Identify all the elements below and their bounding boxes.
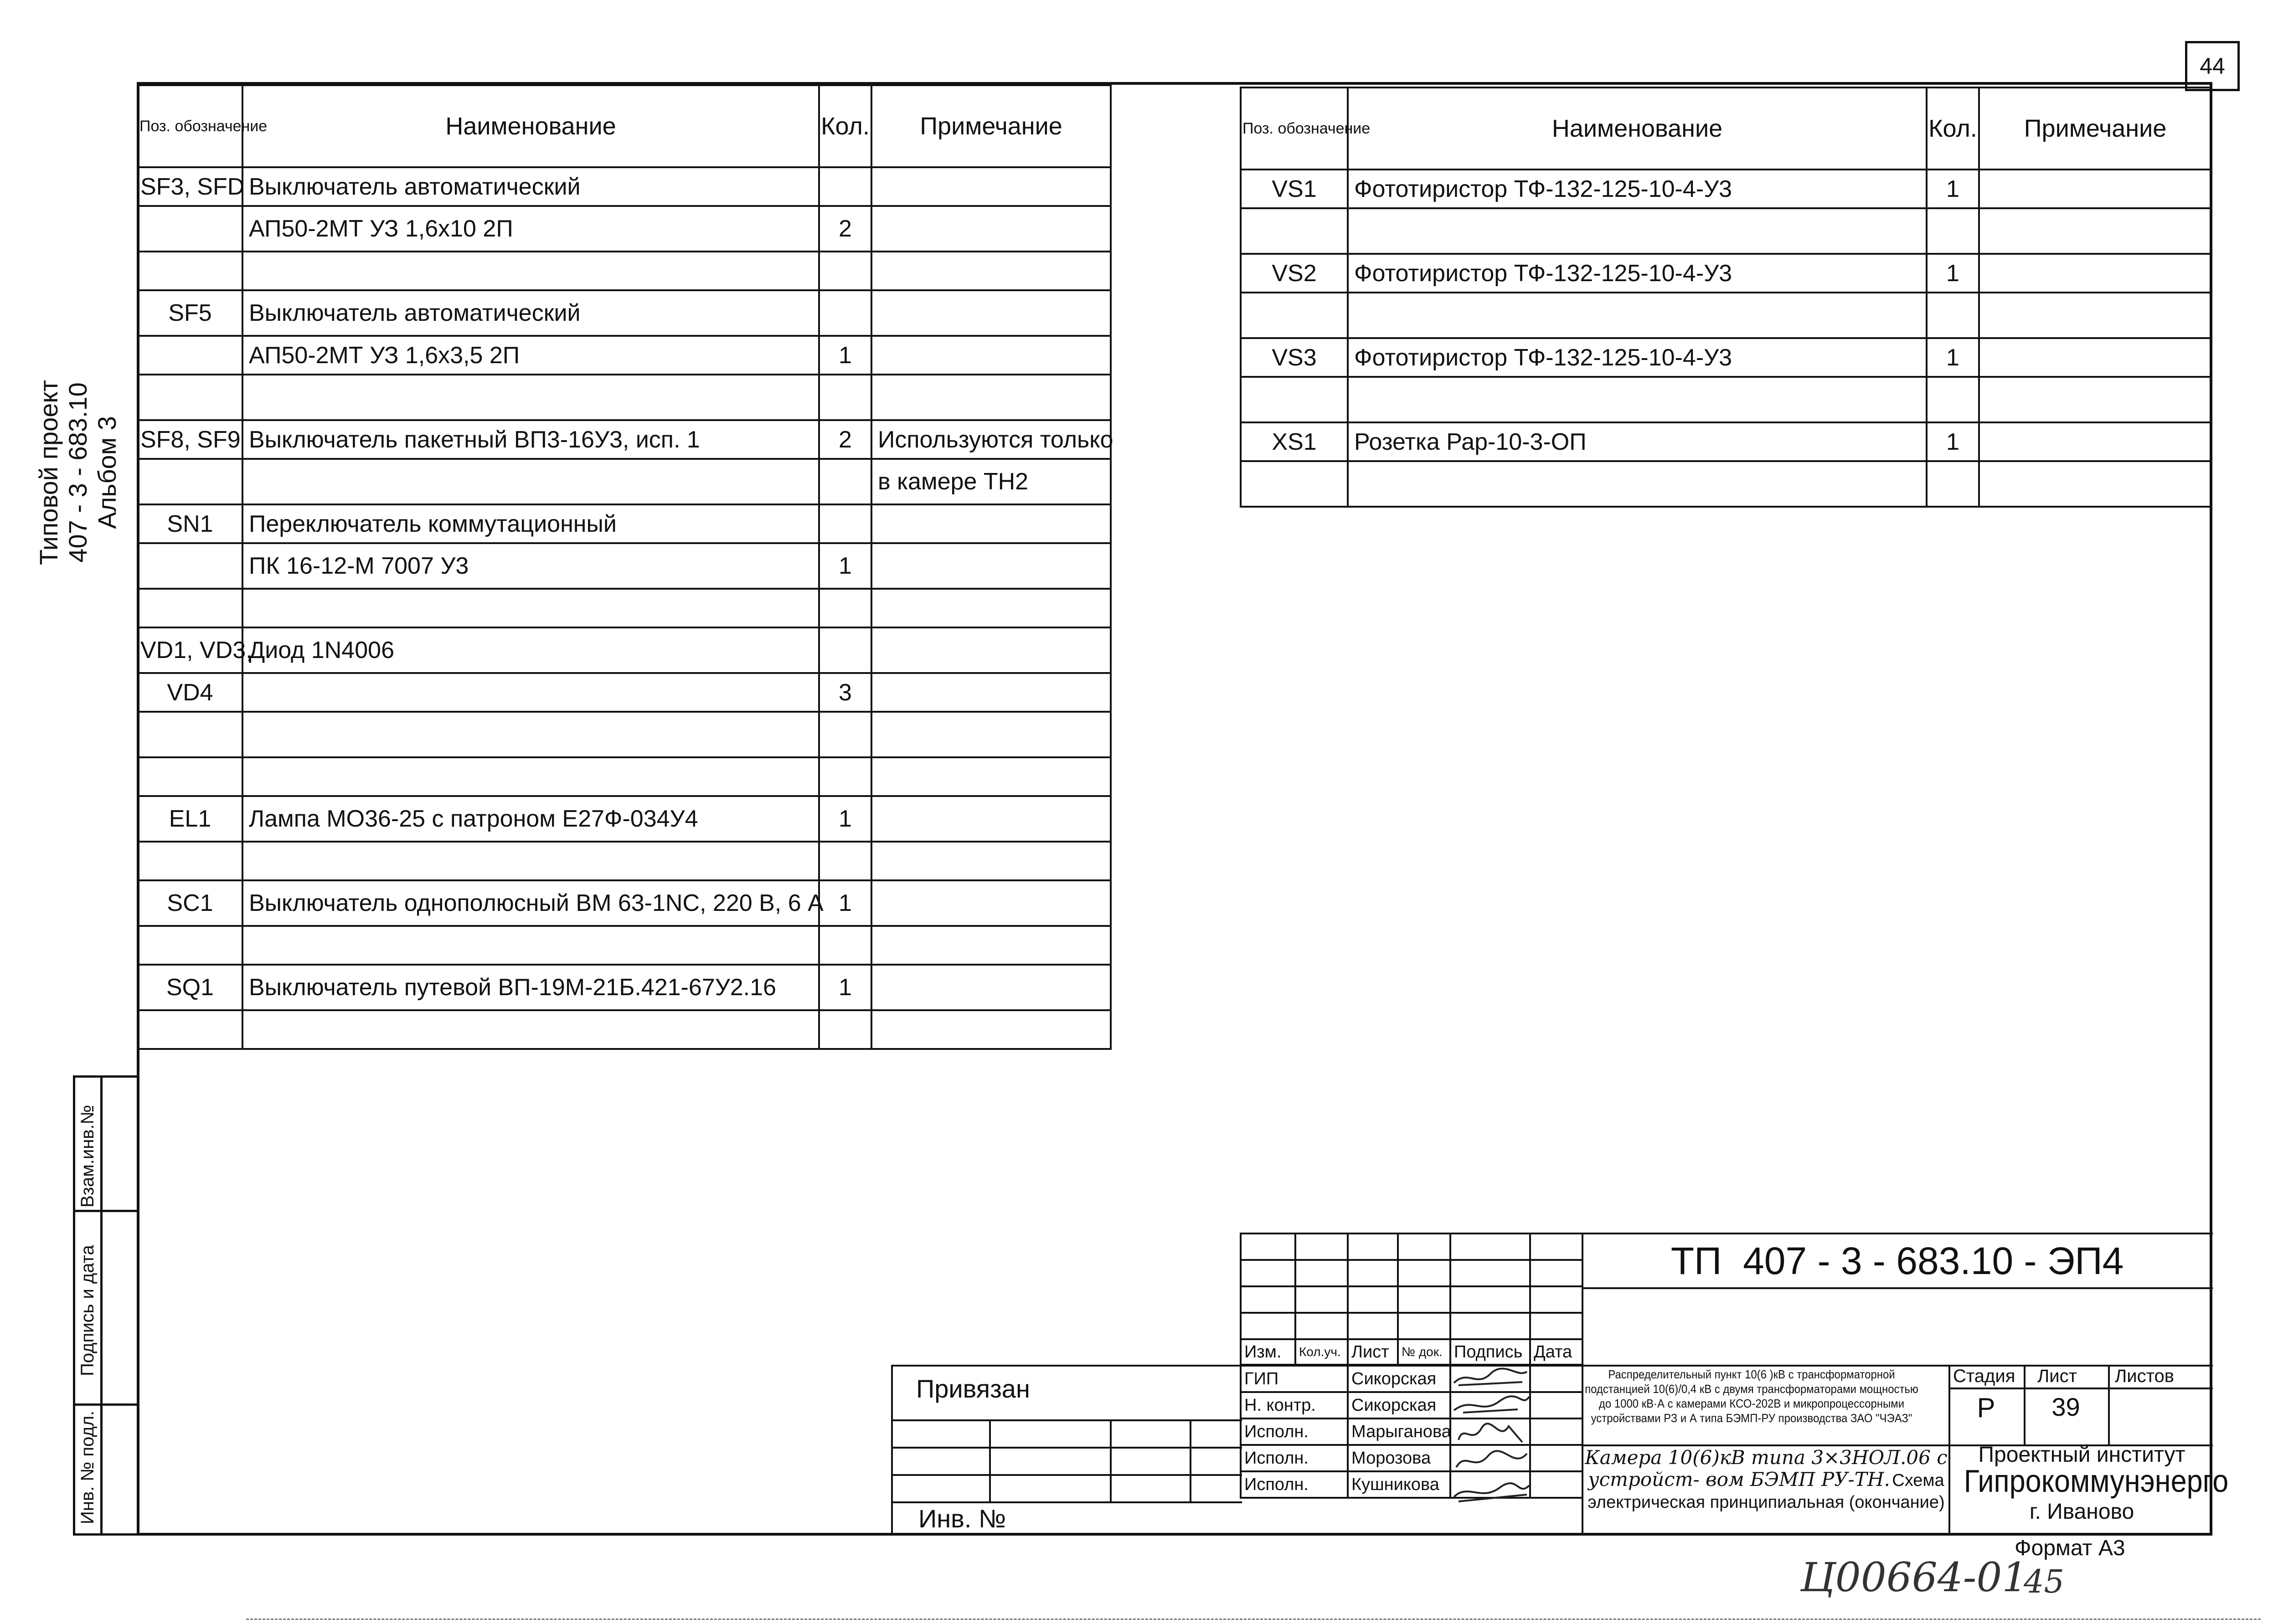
left-row [138,375,1111,420]
role-date [1530,1418,1582,1445]
right-cell-note [1979,170,2211,208]
left-cell-note [871,627,1111,673]
org-line1: Проектный институт [1978,1443,2185,1467]
side-title-line1: Типовой проект [34,380,63,565]
left-row [138,290,1111,336]
left-cell-qty: 2 [819,206,871,252]
right-cell-name: Фототиристор ТФ-132-125-10-4-У3 [1348,338,1927,377]
roles-table [1240,1365,1583,1499]
left-cell-note [871,375,1111,420]
right-cell-qty: 1 [1927,254,1979,293]
right-header-pos: Поз. обозначение [1241,87,1348,170]
right-cell-note [1979,461,2211,507]
sheet-label: Лист [2037,1366,2077,1386]
left-cell-note [871,965,1111,1010]
role-label: Исполн. [1241,1471,1348,1498]
right-row [1241,170,2211,208]
left-cell-name: Лампа МО36-25 с патроном Е27Ф-034У4 [242,796,819,842]
left-cell-qty [819,504,871,543]
right-row [1241,461,2211,507]
left-cell-note [871,673,1111,712]
role-date [1530,1366,1582,1392]
left-row [138,336,1111,375]
left-cell-name [242,757,819,796]
left-cell-note [871,757,1111,796]
right-cell-name [1348,293,1927,338]
sheets-label: Листов [2115,1366,2174,1386]
left-cell-pos [138,842,242,880]
left-row [138,627,1111,673]
left-cell-name: Выключатель автоматический [242,290,819,336]
left-cell-pos: SC1 [138,880,242,926]
left-row [138,965,1111,1010]
role-person: Сикорская [1348,1392,1450,1418]
right-header-note: Примечание [1979,87,2211,170]
side-title-line3: Альбом 3 [93,416,121,529]
left-cell-name: АП50-2МТ УЗ 1,6х3,5 2П [242,336,819,375]
left-cell-pos: SF3, SFD [138,167,242,206]
side-label-inv: Инв. № подл. [77,1410,98,1524]
left-cell-name [242,1010,819,1049]
left-row [138,252,1111,290]
drawing-title-hand: Камера 10(6)кВ типа 3×3НОЛ.06 с устройст- вом БЭМП РУ-ТН. [1585,1446,1948,1490]
left-cell-pos: VD4 [138,673,242,712]
left-cell-qty [819,842,871,880]
left-row [138,543,1111,589]
left-cell-note [871,1010,1111,1049]
right-cell-qty: 1 [1927,338,1979,377]
left-header-qty: Кол. [819,85,871,167]
side-title [34,380,122,565]
role-label: Исполн. [1241,1418,1348,1445]
role-label: ГИП [1241,1366,1348,1392]
right-cell-name [1348,461,1927,507]
right-cell-name: Фототиристор ТФ-132-125-10-4-У3 [1348,254,1927,293]
left-cell-pos [138,926,242,965]
sheet-corner-number: 44 [2185,41,2240,91]
role-person: Сикорская [1348,1366,1450,1392]
left-row [138,673,1111,712]
left-row [138,1010,1111,1049]
left-cell-qty [819,757,871,796]
right-cell-note [1979,254,2211,293]
left-cell-qty [819,627,871,673]
left-cell-pos: SF8, SF9 [138,420,242,459]
left-cell-pos: SQ1 [138,965,242,1010]
right-row [1241,208,2211,254]
right-cell-note [1979,422,2211,461]
left-cell-pos [138,543,242,589]
left-cell-note [871,796,1111,842]
left-row [138,504,1111,543]
revision-grid [1240,1233,1583,1366]
right-cell-name [1348,377,1927,422]
left-row [138,880,1111,926]
col-koluch: Кол.уч. [1295,1339,1348,1365]
left-header-note: Примечание [871,85,1111,167]
col-ndok: № док. [1398,1339,1450,1365]
left-cell-note [871,543,1111,589]
left-cell-name [242,712,819,757]
right-cell-note [1979,377,2211,422]
inv-label: Инв. № [918,1504,1006,1533]
left-cell-note [871,167,1111,206]
left-cell-pos: VD1, VD3, [138,627,242,673]
privyazan-row-line4 [891,1501,1242,1503]
right-cell-pos: VS2 [1241,254,1348,293]
side-label-vzam: Взам.инв.№ [77,1105,98,1208]
left-cell-note [871,880,1111,926]
left-cell-pos [138,589,242,627]
role-date [1530,1445,1582,1471]
left-cell-pos [138,252,242,290]
left-cell-name: Выключатель автоматический [242,167,819,206]
side-title-line2: 407 - 3 - 683.10 [63,382,92,563]
doc-code: ТП 407 - 3 - 683.10 - ЭП4 [1670,1239,2124,1282]
format-label: Формат А3 [2015,1536,2125,1560]
col-izm: Изм. [1241,1339,1295,1365]
left-cell-pos [138,336,242,375]
left-cell-note [871,504,1111,543]
right-cell-pos: VS3 [1241,338,1348,377]
left-cell-name [242,589,819,627]
right-cell-note [1979,208,2211,254]
drawing-title-print: Схема электрическая принципиальная (окончание) [1587,1471,1945,1512]
right-cell-pos [1241,377,1348,422]
left-cell-name: ПК 16-12-М 7007 У3 [242,543,819,589]
left-cell-name [242,842,819,880]
role-label: Исполн. [1241,1445,1348,1471]
col-list: Лист [1348,1339,1398,1365]
left-cell-name: Выключатель однополюсный ВМ 63-1NC, 220 В, 6 А [242,880,819,926]
stage-label: Стадия [1953,1366,2015,1386]
privyazan-col-line1 [989,1419,991,1501]
left-row [138,589,1111,627]
left-cell-name: Переключатель коммутационный [242,504,819,543]
right-cell-pos: XS1 [1241,422,1348,461]
left-cell-qty: 3 [819,673,871,712]
left-cell-qty [819,589,871,627]
left-cell-qty [819,712,871,757]
right-cell-qty: 1 [1927,422,1979,461]
right-row [1241,254,2211,293]
left-cell-name [242,252,819,290]
side-box-divider [100,1075,103,1536]
left-cell-qty: 2 [819,420,871,459]
left-cell-note [871,589,1111,627]
right-cell-note [1979,338,2211,377]
left-cell-qty [819,252,871,290]
left-cell-note [871,926,1111,965]
left-row [138,206,1111,252]
left-cell-qty [819,167,871,206]
left-row [138,420,1111,459]
right-cell-pos: VS1 [1241,170,1348,208]
right-cell-name: Фототиристор ТФ-132-125-10-4-У3 [1348,170,1927,208]
role-person: Марыганова [1348,1418,1450,1445]
role-date [1530,1471,1582,1498]
left-cell-note: в камере ТН2 [871,459,1111,504]
right-cell-note [1979,293,2211,338]
sheet-value: 39 [2051,1393,2080,1421]
role-label: Н. контр. [1241,1392,1348,1418]
right-header-qty: Кол. [1927,87,1979,170]
left-cell-note: Используются только [871,420,1111,459]
right-row [1241,293,2211,338]
signatures [1449,1365,1531,1529]
left-cell-name: Диод 1N4006 [242,627,819,673]
left-cell-pos [138,757,242,796]
left-cell-note [871,252,1111,290]
left-cell-pos [138,206,242,252]
right-cell-name [1348,208,1927,254]
left-cell-pos: SN1 [138,504,242,543]
org-line3: г. Иваново [2029,1500,2134,1524]
side-label-podpis: Подпись и дата [77,1245,98,1376]
left-cell-name [242,459,819,504]
left-cell-note [871,206,1111,252]
left-cell-name [242,926,819,965]
stage-header-line [1948,1388,2213,1389]
left-cell-qty: 1 [819,880,871,926]
left-cell-qty [819,375,871,420]
left-row [138,842,1111,880]
role-date [1530,1392,1582,1418]
left-cell-name: Выключатель пакетный ВП3-16У3, исп. 1 [242,420,819,459]
right-cell-qty [1927,293,1979,338]
right-row [1241,338,2211,377]
drawing-title [1584,1447,1948,1533]
right-cell-qty [1927,377,1979,422]
left-cell-qty [819,290,871,336]
bottom-dashed-line [246,1619,2261,1620]
left-cell-name [242,375,819,420]
doc-code-underline [1582,1287,2213,1289]
left-cell-note [871,842,1111,880]
right-cell-pos [1241,208,1348,254]
bottom-hand-code: Ц00664-01 [1800,1554,2028,1601]
left-row [138,757,1111,796]
left-row [138,459,1111,504]
left-cell-name: АП50-2МТ УЗ 1,6х10 2П [242,206,819,252]
stage-value: Р [1977,1393,1995,1423]
left-row [138,796,1111,842]
right-cell-name: Розетка Рар-10-3-ОП [1348,422,1927,461]
left-cell-note [871,712,1111,757]
role-person: Морозова [1348,1445,1450,1471]
stage-col-line2 [2108,1365,2110,1444]
right-spec-table [1240,87,2212,508]
left-header-pos: Поз. обозначение [138,85,242,167]
right-row [1241,377,2211,422]
left-cell-qty [819,1010,871,1049]
left-row [138,926,1111,965]
object-title: Распределительный пункт 10(6 )кВ с трансформаторной подстанцией 10(6)/0,4 кВ с двумя трансформаторами мощностью до 1000 кВ·А с камерами КСО-202В и микропроцессорными устройствами РЗ и А типа БЭМП-РУ производства ЗАО "ЧЭАЗ" [1585,1367,1918,1425]
privyazan-label: Привязан [916,1374,1030,1403]
left-spec-table [137,84,1112,1050]
left-row [138,712,1111,757]
left-cell-pos [138,375,242,420]
left-cell-name [242,673,819,712]
left-row [138,167,1111,206]
bottom-hand-num: 45 [2024,1563,2065,1600]
left-cell-note [871,336,1111,375]
org-line2: Гипрокоммунэнерго [1964,1463,2229,1499]
left-cell-pos: SF5 [138,290,242,336]
left-cell-pos [138,1010,242,1049]
col-data: Дата [1530,1339,1582,1365]
privyazan-col-line2 [1110,1419,1112,1501]
privyazan-col-line3 [1190,1419,1191,1501]
left-cell-pos [138,712,242,757]
right-header-name: Наименование [1348,87,1927,170]
right-row [1241,422,2211,461]
left-cell-name: Выключатель путевой ВП-19М-21Б.421-67У2.16 [242,965,819,1010]
left-cell-note [871,290,1111,336]
right-cell-pos [1241,461,1348,507]
left-cell-qty: 1 [819,965,871,1010]
left-header-name: Наименование [242,85,819,167]
drawing-title-divider [1948,1444,1950,1533]
left-cell-qty [819,926,871,965]
left-cell-qty [819,459,871,504]
role-person: Кушникова [1348,1471,1450,1498]
left-cell-qty: 1 [819,543,871,589]
left-cell-qty: 1 [819,796,871,842]
left-cell-pos: EL1 [138,796,242,842]
left-cell-qty: 1 [819,336,871,375]
right-cell-pos [1241,293,1348,338]
right-cell-qty: 1 [1927,170,1979,208]
left-cell-pos [138,459,242,504]
col-podpis: Подпись [1450,1339,1530,1365]
right-cell-qty [1927,461,1979,507]
right-cell-qty [1927,208,1979,254]
